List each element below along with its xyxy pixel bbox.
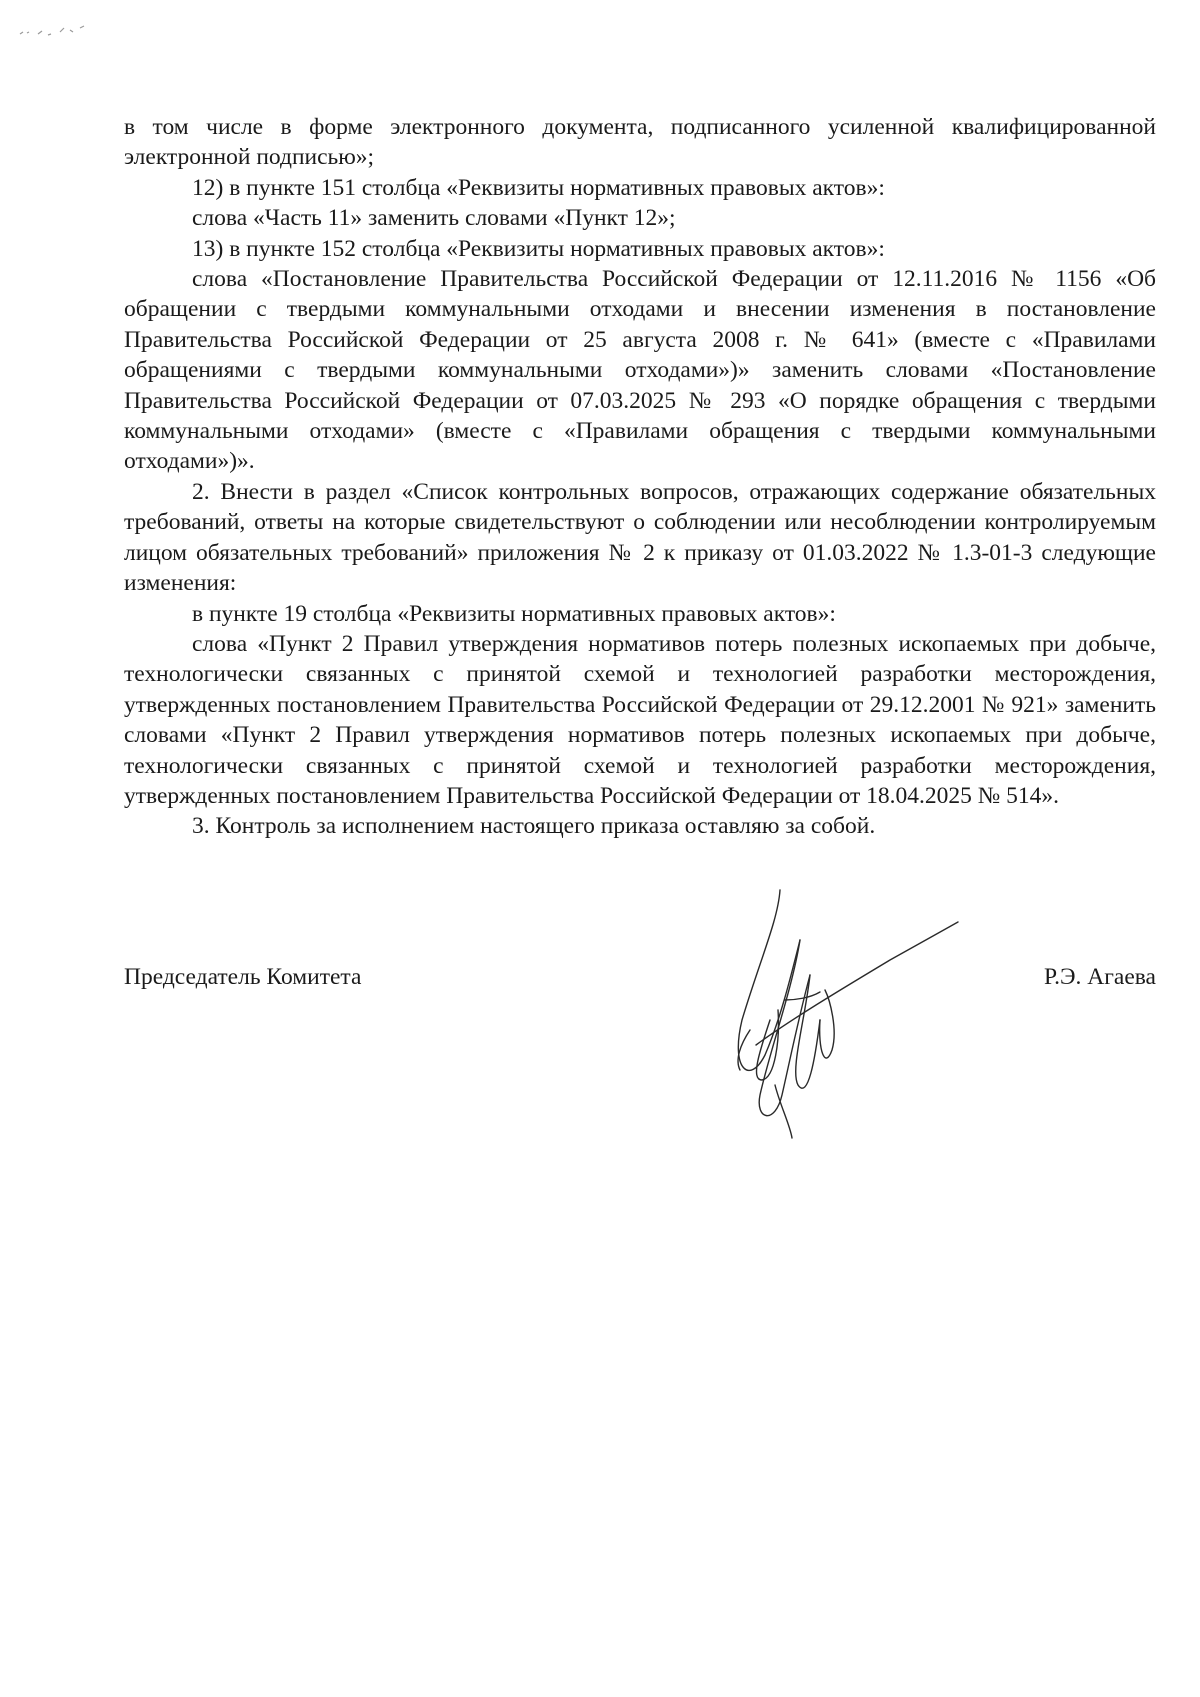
paragraph-5: слова «Постановление Правительства Российской Федерации от 12.11.2016 № 1156 «Об обращении с твердыми коммунальными отходами и внесении изменения в постановление Правительства Российской Федерации от 25 августа 2008 г. № 641» (вместе с «Правилами обращениями с твердыми коммунальными отходами»)» заменить словами «Постановление Правительства Российской Федерации от 07.03.2025 № 293 «О порядке обращения с твердыми коммунальными отходами» (вместе с «Правилами обращения с твердыми коммунальными отходами»)».	[124, 266, 1156, 475]
scan-artifact-marks	[18, 22, 98, 40]
signatory-title: Председатель Комитета	[124, 964, 362, 990]
signatory-name: Р.Э. Агаева	[1044, 964, 1156, 990]
paragraph-6: 2. Внести в раздел «Список контрольных вопросов, отражающих содержание обязательных требований, ответы на которые свидетельствуют о соблюдении или несоблюдении контролируемым лицом обязательных требований» приложения № 2 к приказу от 01.03.2022 № 1.3-01-3 следующие изменения:	[124, 478, 1156, 597]
paragraph-1: в том числе в форме электронного документа, подписанного усиленной квалифицированной электронной подписью»;	[124, 114, 1156, 171]
paragraph-8: слова «Пункт 2 Правил утверждения нормативов потерь полезных ископаемых при добыче, технологически связанных с принятой схемой и технологией разработки месторождения, утвержденных постановлением Правительства Российской Федерации от 29.12.2001 № 921» заменить словами «Пункт 2 Правил утверждения нормативов потерь полезных ископаемых при добыче, технологически связанных с принятой схемой и технологией разработки месторождения, утвержденных постановлением Правительства Российской Федерации от 18.04.2025 № 514».	[124, 630, 1156, 809]
paragraph-9: 3. Контроль за исполнением настоящего приказа оставляю за собой.	[192, 813, 876, 840]
paragraph-7: в пункте 19 столбца «Реквизиты нормативных правовых актов»:	[192, 600, 836, 627]
handwritten-signature-icon	[720, 880, 970, 1140]
signature-block	[124, 962, 1156, 1002]
document-body	[124, 112, 1156, 842]
paragraph-3: слова «Часть 11» заменить словами «Пункт 12»;	[192, 205, 676, 232]
paragraph-4: 13) в пункте 152 столбца «Реквизиты нормативных правовых актов»:	[192, 235, 885, 262]
paragraph-2: 12) в пункте 151 столбца «Реквизиты нормативных правовых актов»:	[192, 174, 885, 201]
